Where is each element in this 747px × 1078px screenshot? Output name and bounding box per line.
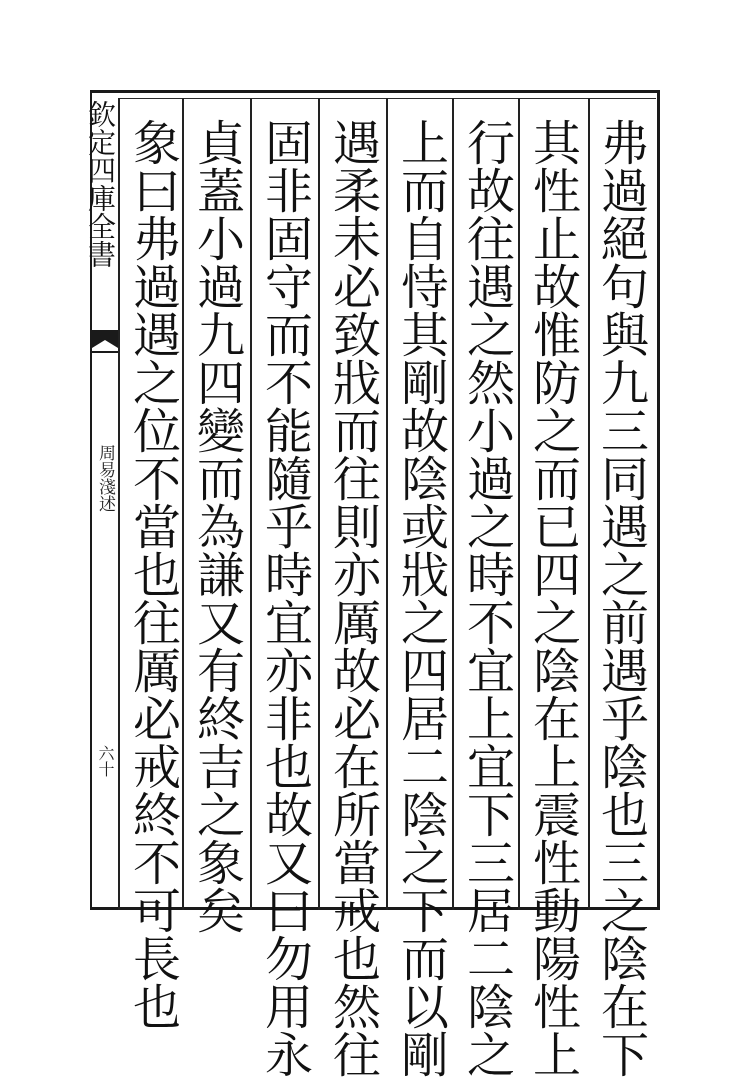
text-column-5 [322, 118, 382, 1078]
text-line: 行故往遇之然小過之時不宜上宜下三居二陰之 [458, 118, 515, 1078]
text-column-6 [254, 118, 314, 1078]
text-line: 象曰弗過遇之位不當也往厲必戒終不可長也 [124, 118, 181, 1030]
margin-rule [118, 98, 120, 910]
text-column-7 [186, 118, 246, 934]
text-column-4 [390, 118, 450, 1078]
text-column-8 [122, 118, 182, 1030]
column-rule [386, 98, 388, 910]
book-title: 欽定四庫全書 [84, 100, 117, 268]
page-number: 六十 [96, 745, 115, 777]
column-rule [318, 98, 320, 910]
text-line: 弗過絕句與九三同遇之前遇乎陰也三之陰在下 [592, 118, 649, 1078]
text-column-3 [456, 118, 516, 1078]
column-rule [518, 98, 520, 910]
text-column-2 [522, 118, 582, 1078]
section-title: 周易淺述 [95, 444, 115, 512]
text-line: 其性止故惟防之而已四之陰在上震性動陽性上 [524, 118, 581, 1078]
text-column-1 [590, 118, 650, 1078]
text-line: 貞蓋小過九四變而為謙又有終吉之象矣 [188, 118, 245, 934]
text-line: 遇柔未必致戕而往則亦厲故必在所當戒也然往 [324, 118, 381, 1078]
column-rule [250, 98, 252, 910]
column-rule [182, 98, 184, 910]
text-line: 固非固守而不能隨乎時宜亦非也故又曰勿用永 [256, 118, 313, 1078]
column-rule [452, 98, 454, 910]
fish-tail-mark [92, 330, 118, 370]
text-line: 上而自恃其剛故陰或戕之四居二陰之下而以剛 [392, 118, 449, 1078]
